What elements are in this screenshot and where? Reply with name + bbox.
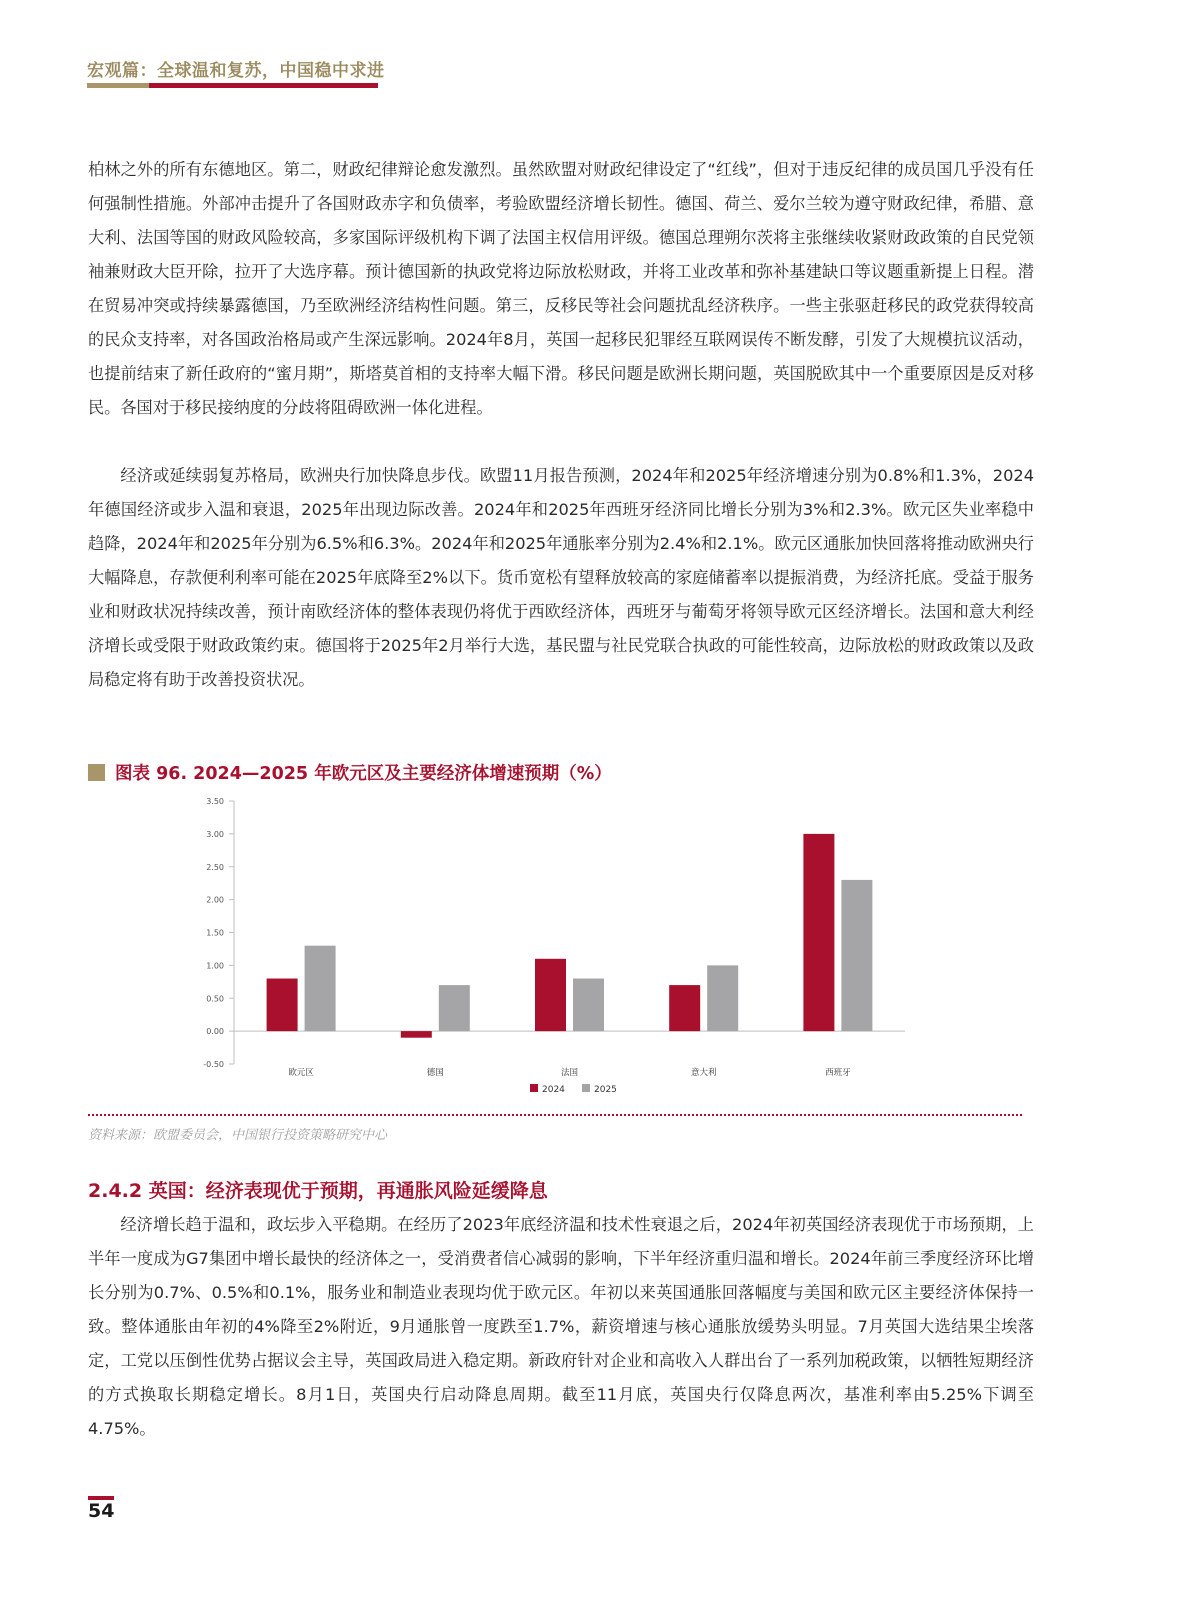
y-tick-label: 2.00 — [206, 895, 224, 905]
section-paragraph: 经济增长趋于温和，政坛步入平稳期。在经历了2023年底经济温和技术性衰退之后，2024年初英国经济表现优于市场预期，上半年一度成为G7集团中增长最快的经济体之一，受消费者信心减弱的影响，下半年经济重归温和增长。2024年前三季度经济环比增长分别为0.7%、0.5%和0.1%，服务业和制造业表现均优于欧元区。年初以来英国通胀回落幅度与美国和欧元区主要经济体保持一致。整体通胀由年初的4%降至2%附近，9月通胀曾一度跌至1.7%，薪资增速与核心通胀放缓势头明显。7月英国大选结果尘埃落定，工党以压倒性优势占据议会主导，英国政局进入稳定期。新政府针对企业和高收入人群出台了一系列加税政策，以牺牲短期经济的方式换取长期稳定增长。8月1日，英国央行启动降息周期。截至11月底，英国央行仅降息两次，基准利率由5.25%下调至4.75%。 — [88, 1215, 1034, 1438]
header-accent-bar-red — [149, 83, 378, 88]
bar-2025-0 — [305, 946, 336, 1031]
bar-2025-2 — [573, 979, 604, 1032]
bar-2025-1 — [439, 985, 470, 1031]
figure-source: 资料来源：欧盟委员会，中国银行投资策略研究中心 — [88, 1128, 388, 1143]
legend-swatch-2024 — [530, 1084, 538, 1092]
legend-label-2025: 2025 — [594, 1085, 617, 1095]
page-header-title: 宏观篇：全球温和复苏，中国稳中求进 — [87, 61, 385, 81]
y-tick-label: 0.50 — [206, 994, 224, 1004]
y-tick-label: 1.00 — [206, 961, 224, 971]
section-heading: 2.4.2 英国：经济表现优于预期，再通胀风险延缓降息 — [88, 1180, 548, 1202]
x-category-label: 欧元区 — [288, 1068, 314, 1078]
y-tick-label: -0.50 — [203, 1060, 224, 1069]
header-accent-bar-gold — [87, 83, 149, 88]
y-tick-label: 2.50 — [206, 862, 224, 872]
x-category-label: 意大利 — [690, 1068, 717, 1078]
bar-2025-3 — [707, 965, 738, 1031]
figure-title-marker-icon — [88, 764, 105, 781]
body-paragraph-2: 经济或延续弱复苏格局，欧洲央行加快降息步伐。欧盟11月报告预测，2024年和2025年经济增速分别为0.8%和1.3%，2024年德国经济或步入温和衰退，2025年出现边际改善。2024年和2025年西班牙经济同比增长分别为3%和2.3%。欧元区失业率稳中趋降，2024年和2025年分别为6.5%和6.3%。2024年和2025年通胀率分别为2.4%和2.1%。欧元区通胀加快回落将推动欧洲央行大幅降息，存款便利利率可能在2025年底降至2%以下。货币宽松有望释放较高的家庭储蓄率以提振消费，为经济托底。受益于服务业和财政状况持续改善，预计南欧经济体的整体表现仍将优于西欧经济体，西班牙与葡萄牙将领导欧元区经济增长。法国和意大利经济增长或受限于财政政策约束。德国将于2025年2月举行大选，基民盟与社民党联合执政的可能性较高，边际放松的财政政策以及政局稳定将有助于改善投资状况。 — [88, 466, 1034, 689]
y-tick-label: 3.50 — [206, 797, 224, 806]
bar-2024-0 — [267, 979, 298, 1032]
legend-swatch-2025 — [582, 1084, 590, 1092]
bar-chart — [180, 790, 920, 1110]
x-category-label: 西班牙 — [825, 1068, 851, 1078]
bar-2025-4 — [841, 880, 872, 1031]
bar-2024-4 — [803, 834, 834, 1031]
page-number: 54 — [88, 1500, 115, 1522]
y-tick-label: 1.50 — [206, 928, 224, 938]
bar-2024-2 — [535, 959, 566, 1031]
bar-2024-3 — [669, 985, 700, 1031]
y-tick-label: 3.00 — [206, 829, 224, 839]
x-category-label: 德国 — [426, 1068, 444, 1078]
body-paragraph-1: 柏林之外的所有东德地区。第二，财政纪律辩论愈发激烈。虽然欧盟对财政纪律设定了“红线”，但对于违反纪律的成员国几乎没有任何强制性措施。外部冲击提升了各国财政赤字和负债率，考验欧盟经济增长韧性。德国、荷兰、爱尔兰较为遵守财政纪律，希腊、意大利、法国等国的财政风险较高，多家国际评级机构下调了法国主权信用评级。德国总理朔尔茨将主张继续收紧财政政策的自民党领袖兼财政大臣开除，拉开了大选序幕。预计德国新的执政党将边际放松财政，并将工业改革和弥补基建缺口等议题重新提上日程。潜在贸易冲突或持续暴露德国，乃至欧洲经济结构性问题。第三，反移民等社会问题扰乱经济秩序。一些主张驱赶移民的政党获得较高的民众支持率，对各国政治格局或产生深远影响。2024年8月，英国一起移民犯罪经互联网误传不断发酵，引发了大规模抗议活动，也提前结束了新任政府的“蜜月期”，斯塔莫首相的支持率大幅下滑。移民问题是欧洲长期问题，英国脱欧其中一个重要原因是反对移民。各国对于移民接纳度的分歧将阻碍欧洲一体化进程。 — [88, 160, 1034, 417]
x-category-label: 法国 — [560, 1068, 579, 1078]
source-divider — [88, 1114, 1022, 1116]
figure-title — [88, 758, 612, 786]
legend-label-2024: 2024 — [542, 1085, 565, 1095]
bar-2024-1 — [401, 1031, 432, 1038]
figure-title-text: 图表 96. 2024—2025 年欧元区及主要经济体增速预期（%） — [115, 763, 612, 784]
y-tick-label: 0.00 — [206, 1027, 224, 1037]
